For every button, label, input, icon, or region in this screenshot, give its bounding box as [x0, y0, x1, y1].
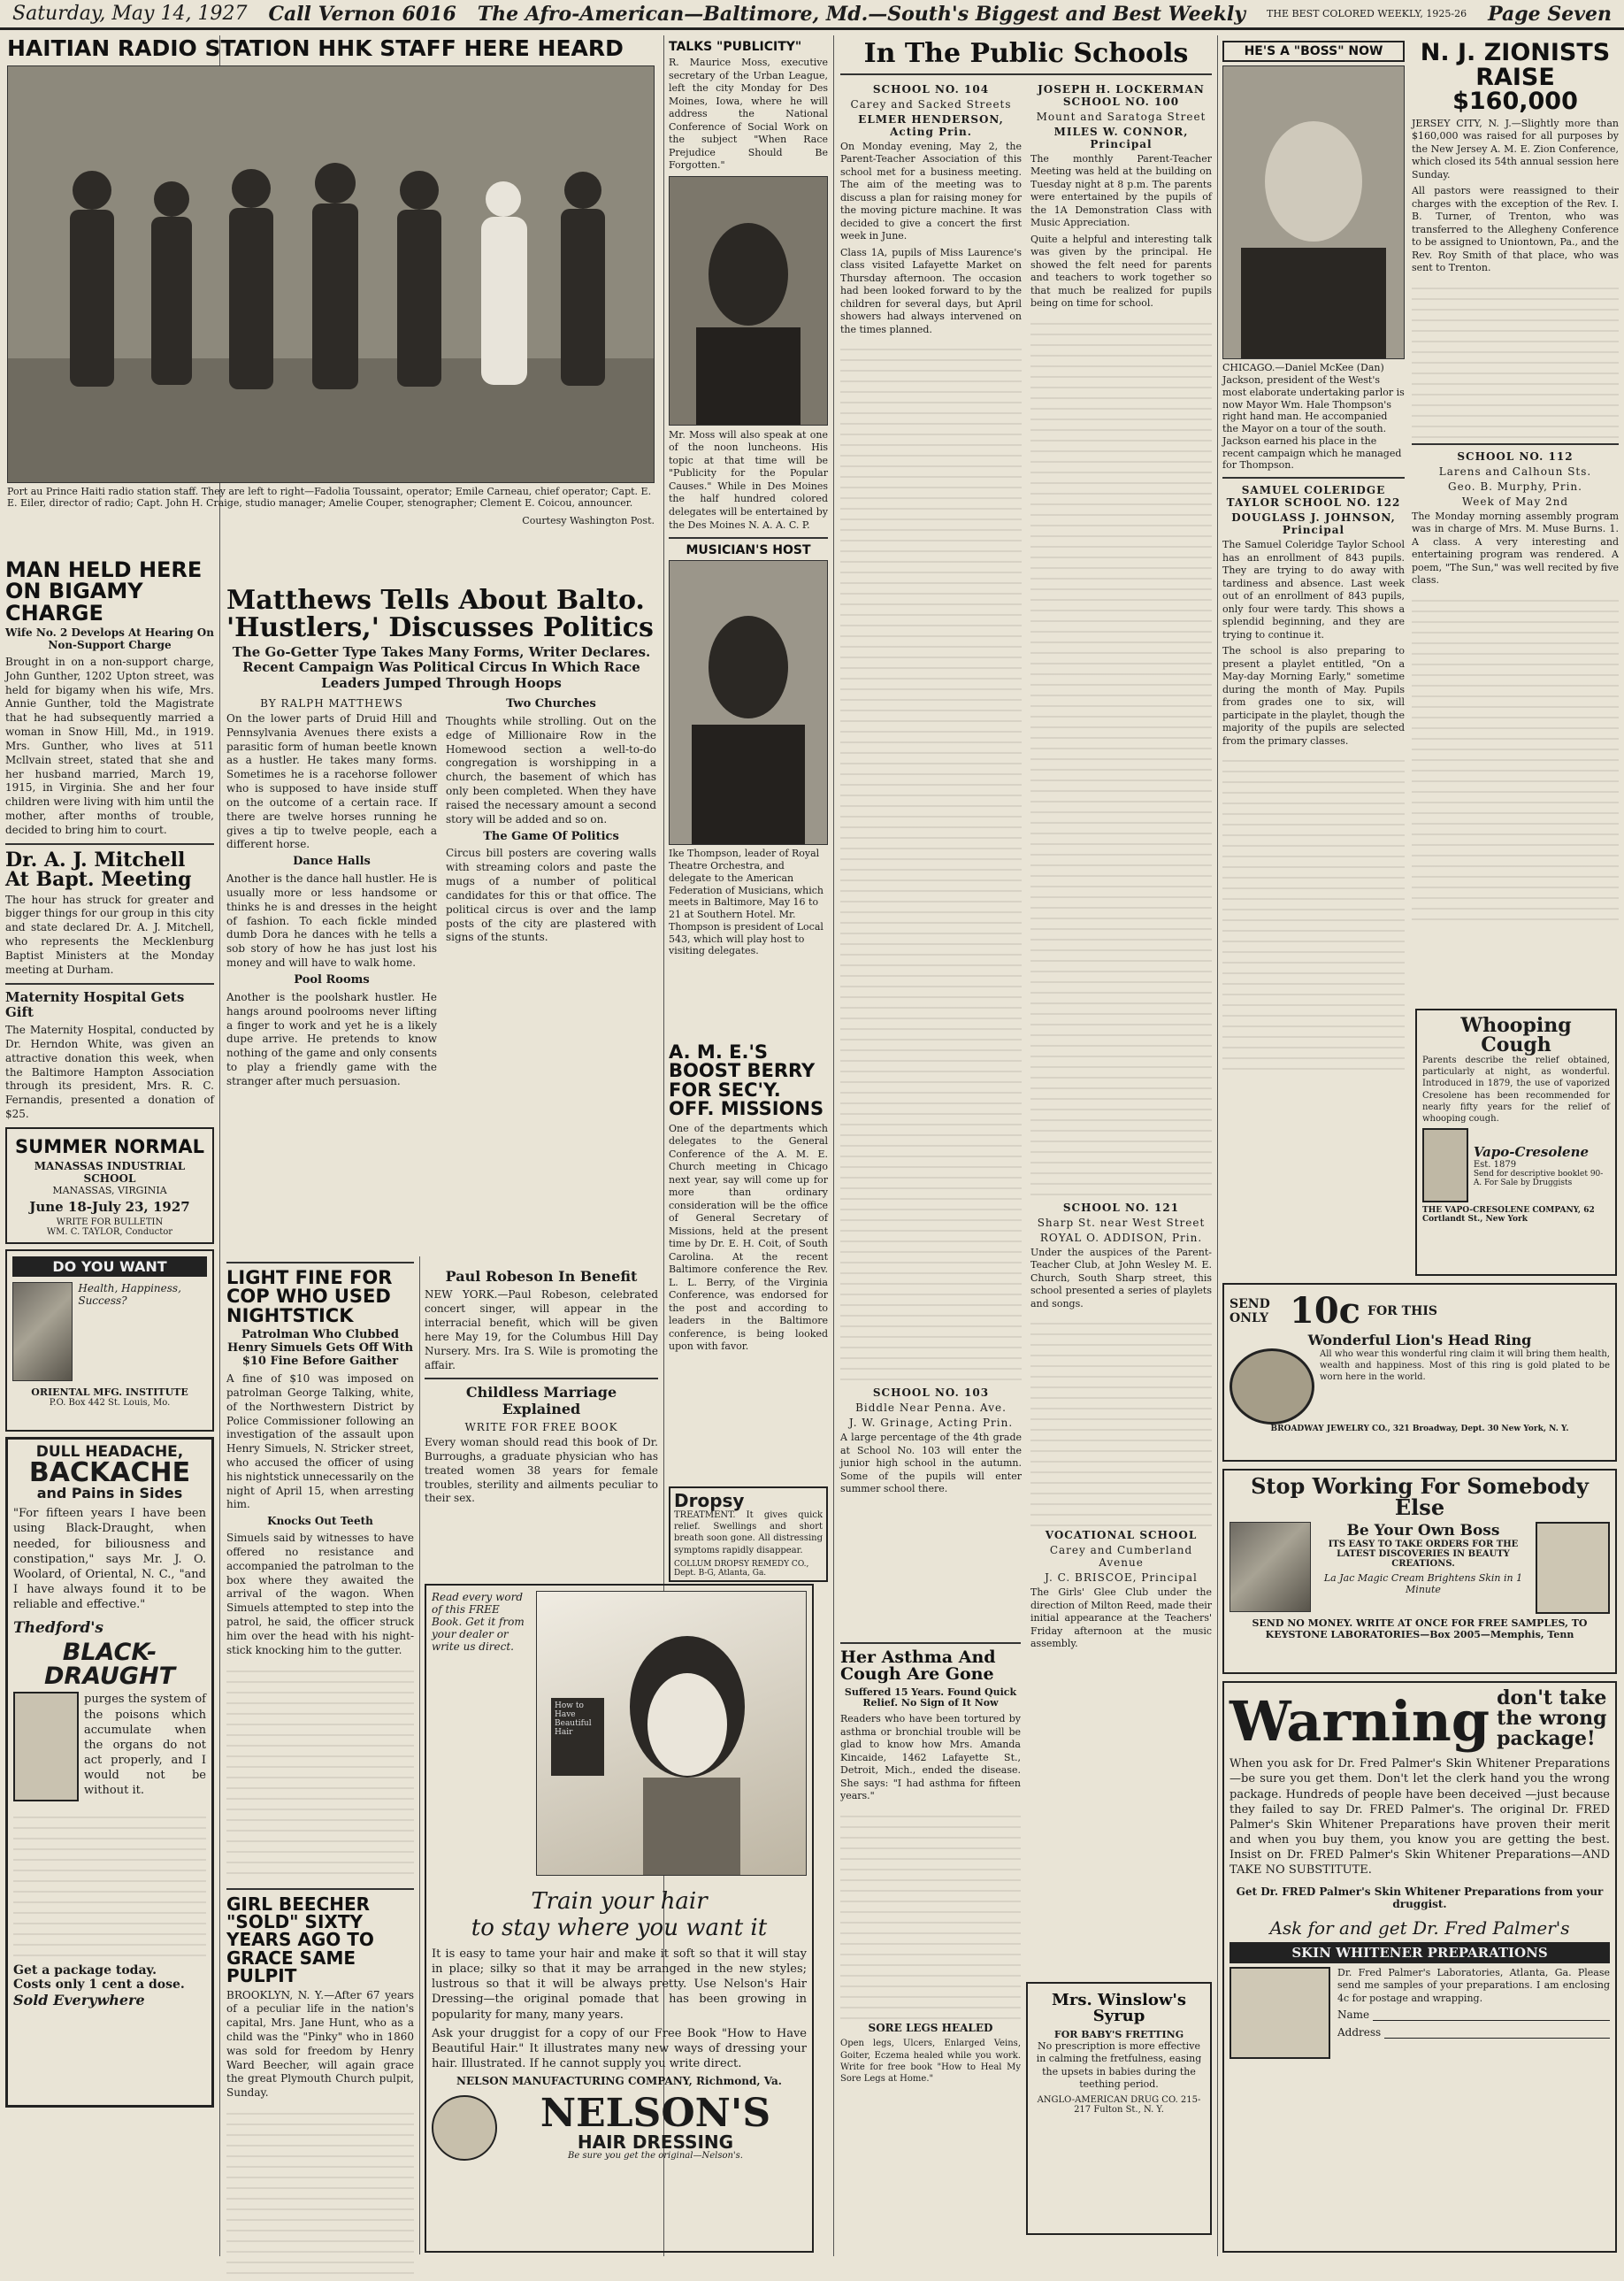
winslow-sub: FOR BABY'S FRETTING: [1053, 2028, 1184, 2040]
nelson-tagline1: Train your hair: [531, 1888, 708, 1915]
matthews-sub-churches: Two Churches: [506, 696, 596, 710]
whooping-company: THE VAPO-CRESOLENE COMPANY, 62 Cortlandt St., New York: [1422, 1206, 1595, 1225]
ame-text: One of the departments which delegates to the General Conference of the A. M. E. Church meeting in Chicago next year, say will come up for more than ordinary consideration will be the office of General Secretary of Missions, held at the present time by Dr. E. H. Coit, of South Carolina. At the recent Baltimore conference the Rev. L. L. Berry, of the Virginia Conference, was endorsed for the post and according to leaders in the Baltimore conference, is being looked upon with favor.: [669, 1122, 828, 1353]
matthews-text3: Another is the poolshark hustler. He hangs around poolrooms never lifting a finger to work and yet he is a likely dupe arrive. He pretends to know nothing of the game and only consents to play a friendly game with the stranger after much persuasion.: [226, 990, 437, 1087]
nelson-text: It is easy to tame your hair and make it soft so that it will stay in place; silky so that it may be arranged in the new styles; lustrous so that it will be always pretty. Use Nelson's Hair Dressing—the original pomade that has been growing in popularity for many, many years.: [432, 1947, 807, 2022]
story-continuation: [226, 1662, 414, 1883]
divider: [1412, 443, 1619, 445]
legs-headline: SORE LEGS HEALED: [868, 2021, 993, 2034]
dropsy-ad: [669, 1486, 828, 1584]
childless-write: WRITE FOR FREE BOOK: [464, 1421, 618, 1434]
coupon-name-label: Name: [1337, 2008, 1370, 2022]
lion-text: All who wear this wonderful ring claim it will bring them health, wealth and happiness. Most of this ring is gold plated to be worn here in the world.: [1320, 1349, 1610, 1383]
whooping-est: Est. 1879: [1473, 1159, 1517, 1170]
school-news-text: [1030, 314, 1212, 1199]
s103-place: Biddle Near Penna. Ave.: [855, 1402, 1007, 1415]
mitchell-headline: Dr. A. J. Mitchell At Bapt. Meeting: [5, 848, 192, 892]
school-news-text: [1030, 1314, 1212, 1526]
summer-contact: WM. C. TAYLOR, Conductor: [46, 1227, 173, 1238]
cop-text2: Simuels said by witnesses to have offered no resistance and accompanied the patrolman to the box where they awaited the arrival of the wagon. When Simuels attempted to step into the patrol, he said, the officer struck him over the head with his night-stick knocking him to the gutter.: [226, 1532, 414, 1656]
boss-caption: CHICAGO.—Daniel McKee (Dan) Jackson, president of the West's most elaborate undertaking parlor is now Mayor Wm. Hale Thompson's right hand man. He accompanied the Mayor on a tour of the south. Jackson earned his place in the recent campaign which he managed for Thompson.: [1222, 362, 1405, 472]
pomade-jar-icon: [432, 2095, 497, 2161]
s104-text2: Class 1A, pupils of Miss Laurence's class visited Lafayette Market on Thursday afternoon. The occasion had been looked forward to by the children for several days, but April showers had always intervened on the times planned.: [840, 246, 1022, 335]
masthead-date: Saturday, May 14, 1927: [12, 3, 248, 25]
lockerman-text2: Quite a helpful and interesting talk was given by the principal. He showed the felt need for parents and teachers to work together so that much be realized for pupils being on time for school.: [1030, 233, 1212, 310]
black-draught-ad: [5, 1437, 214, 2108]
dropsy-contact: COLLUM DROPSY REMEDY CO., Dept. B-G, Atlanta, Ga.: [674, 1559, 809, 1578]
summer-headline: SUMMER NORMAL: [15, 1135, 204, 1157]
dowant-institute: ORIENTAL MFG. INSTITUTE: [31, 1386, 188, 1399]
nelson-tagline2: to stay where you want it: [471, 1915, 768, 1941]
divider: [425, 1378, 658, 1379]
left-column: [5, 556, 214, 2254]
matthews-deck: The Go-Getter Type Takes Many Forms, Writer Declares. Recent Campaign Was Political Circus In Which Race Leaders Jumped Through Hoops: [232, 644, 651, 691]
whooping-headline: Whooping Cough: [1460, 1014, 1572, 1056]
woman-portrait-icon: [1229, 1522, 1311, 1612]
asthma-subhead: Suffered 15 Years. Found Quick Relief. No Sign of It Now: [844, 1686, 1017, 1709]
bd-get: Get a package today.: [13, 1962, 157, 1978]
stop-line3: SEND NO MONEY. WRITE AT ONCE FOR FREE SAMPLES, TO: [1252, 1617, 1588, 1629]
s104-place: Carey and Sacked Streets: [850, 97, 1012, 111]
bd-sold: Sold Everywhere: [13, 1991, 145, 2008]
winslow-headline: Mrs. Winslow's Syrup: [1051, 1991, 1186, 2026]
cop-sub-teeth: Knocks Out Teeth: [267, 1515, 373, 1528]
man-portrait-icon: [670, 177, 827, 425]
lion-ring-ad: [1222, 1283, 1617, 1460]
lion-price: 10c: [1290, 1290, 1361, 1332]
summer-normal-ad: [5, 1127, 214, 1244]
thedford-label: Thedford's: [13, 1619, 103, 1638]
publicity-column: [669, 37, 828, 1037]
hospital-text: The Maternity Hospital, conducted by Dr. Herndon White, was given an attractive donation this week, when the Baltimore Hampton Association through its president, Mrs. R. C. Fernandis, presented a donation of $25.: [5, 1024, 214, 1121]
matthews-story: [226, 584, 656, 1087]
haiti-story: [7, 35, 655, 549]
s112-text: The Monday morning assembly program was in charge of Mrs. M. Muse Burns. 1. A class. A very interesting and entertaining program was rendered. A poem, "The Sun," was well recited by five class.: [1412, 510, 1619, 587]
zionists-headline: N. J. ZIONISTS RAISE $160,000: [1420, 39, 1611, 116]
zionists-text: JERSEY CITY, N. J.—Slightly more than $160,000 was raised for all purposes by the New Jersey A. M. E. Zion Conference, which closed its 54th annual session here Sunday.: [1412, 117, 1619, 180]
legs-text: Open legs, Ulcers, Enlarged Veins, Goiter, Eczema healed while you work. Write for free book "How to Heal My Sore Legs at Home.": [840, 2039, 1021, 2084]
bd-costs: Costs only 1 cent a dose.: [13, 1977, 185, 1992]
zionists-column: [1412, 37, 1619, 1002]
story-continuation: [226, 2104, 414, 2281]
matthews-text4: Thoughts while strolling. Out on the edge of Millionaire Row in the Homewood section a well-to-do congregation is worshipping in a church, the basement of which has only been completed. When they have raised the necessary amount a second story will be added and so on.: [446, 714, 656, 826]
product-jar-icon: [1536, 1522, 1610, 1614]
do-you-want-ad: [5, 1249, 214, 1432]
masthead-page: Page Seven: [1488, 2, 1612, 26]
stop-headline: Stop Working For Somebody Else: [1251, 1473, 1589, 1520]
divider: [226, 1262, 414, 1263]
nelson-product: HAIR DRESSING: [577, 2131, 734, 2154]
warning-text: When you ask for Dr. Fred Palmer's Skin Whitener Preparations—be sure you get them. Don't let the clerk hand you the wrong package. Hundreds of people have been deceived —just because they failed to say Dr. FRED Palmer's. The original Dr. FRED Palmer's Skin Whitener Preparations have proven their merit and when you buy them, you know you are getting the best. Insist on Dr. FRED Palmer's Skin Whitener Preparations—AND TAKE NO SUBSTITUTE.: [1229, 1757, 1610, 1878]
bigamy-subhead: Wife No. 2 Develops At Hearing On Non-Support Charge: [5, 626, 214, 652]
cop-column: [226, 1256, 414, 2254]
s112-place: Larens and Calhoun Sts.: [1438, 465, 1592, 478]
host-caption: Ike Thompson, leader of Royal Theatre Orchestra, and delegate to the American Federation of Musicians, which meets in Baltimore, May 16 to 21 at Southern Hotel. Mr. Thompson is president of Local 543, which will play host to visiting delegates.: [669, 848, 823, 957]
conference-text: [1412, 279, 1619, 438]
bigamy-headline: MAN HELD HERE ON BIGAMY CHARGE: [5, 557, 203, 626]
winslow-contact: ANGLO-AMERICAN DRUG CO. 215-217 Fulton St., N. Y.: [1037, 2094, 1201, 2115]
lion-forthis: FOR THIS: [1367, 1303, 1437, 1318]
winslow-ad: [1026, 1982, 1212, 2247]
haiti-headline: HAITIAN RADIO STATION HHK STAFF HERE HEARD: [7, 35, 624, 61]
warning-coupon: Dr. Fred Palmer's Laboratories, Atlanta, Ga. Please send me samples of your preparations. I am enclosing 4c for postage and wrapping.: [1337, 1966, 1610, 2004]
jackson-portrait-photo: [1222, 65, 1405, 359]
nelson-ad: [425, 1584, 814, 2254]
backache-text: "For fifteen years I have been using Black-Draught, when needed, for biliousness and constipation," says Mr. J. O. Woolard, of Oriental, N. C., "and I have always found it to be reliable and effective.": [13, 1507, 206, 1612]
divider: [1222, 477, 1405, 479]
nelson-text2: Ask your druggist for a copy of our Free Book "How to Have Beautiful Hair." It illustrates many new ways of dressing your hair. Illustrated. If he cannot supply you write direct.: [432, 2026, 807, 2071]
s121-name: SCHOOL NO. 121: [1062, 1201, 1180, 1214]
mitchell-text: The hour has struck for greater and bigger things for our group in this city and state declared Dr. A. J. Mitchell, who represents the Mecklenburg Baptist Ministers at the Monday meeting at Durham.: [5, 893, 214, 976]
school-news-text: [1412, 591, 1619, 927]
masthead-phone: Call Vernon 6016: [268, 2, 456, 26]
cop-text: A fine of $10 was imposed on patrolman George Talking, white, of the Northwestern District by Police Commissioner following an investigation of the assault upon Henry Simuels, N. Stricker street, who accused the officer of using his nightstick unnecessarily on the night of April 15, when arresting him.: [226, 1372, 414, 1511]
nelson-book-title: How to Have Beautiful Hair: [551, 1698, 604, 1776]
bigamy-text: Brought in on a non-support charge, John Gunther, 1202 Upton street, was held for bigamy when his wife, Mrs. Annie Gunther, told the Magistrate that he had subsequently married a woman in Snow Hill, Md., in 1919. Mrs. Gunther, who lives at 511 Mcllvain street, stated that she and her husband married, March 19, 1915, in Virginia. She and her four children were living with him until the mother, after months of trouble, decided to bring him to court.: [5, 656, 214, 836]
matthews-text5: Circus bill posters are covering walls with streaming colors and paste the mugs of a number of political candidates for this or that office. The political circus is over and the lamp posts of the city are plastered with signs of the stunts.: [446, 847, 656, 944]
robeson-text: NEW YORK.—Paul Robeson, celebrated concert singer, will appear in the interracial benefit, which will be given here May 19, for the Columbus Hill Day Nursery. Mrs. Ira S. Wile is promoting the affair.: [425, 1288, 658, 1371]
man-portrait-icon: [1223, 66, 1404, 358]
summer-write: WRITE FOR BULLETIN: [56, 1217, 164, 1228]
whooping-text: Parents describe the relief obtained, particularly at night, as wonderful. Introduced in 1879, the use of vaporized Cresolene has been recommended for nearly fifty years for the relief of whooping cough.: [1422, 1056, 1610, 1124]
matthews-byline: BY RALPH MATTHEWS: [260, 696, 403, 710]
whooping-cough-ad: [1415, 1009, 1617, 1274]
woman-portrait-illustration: [536, 1591, 807, 1876]
cop-deck: Patrolman Who Clubbed Henry Simuels Gets Off With $10 Fine Before Gaither: [226, 1328, 414, 1369]
lockerman-head: MILES W. CONNOR, Principal: [1053, 125, 1189, 150]
divider: [669, 537, 828, 539]
vocational-name: VOCATIONAL SCHOOL: [1045, 1529, 1198, 1542]
masthead: [0, 0, 1624, 30]
dowant-line: Health, Happiness, Success?: [78, 1282, 181, 1308]
summer-school: MANASSAS INDUSTRIAL SCHOOL: [34, 1160, 186, 1186]
asthma-headline: Her Asthma And Cough Are Gone: [840, 1647, 996, 1685]
s104-text: On Monday evening, May 2, the Parent-Teacher Association of this school met for a business meeting. The aim of the meeting was to discuss a plan for raising money for the moving picture machine. It was decided to give a concert the first week in June.: [840, 140, 1022, 242]
s103-text: A large percentage of the 4th grade at School No. 103 will enter the junior high school in the autumn. Some of the pupils will enter summer school there.: [840, 1432, 1022, 1495]
publicity-headline: TALKS "PUBLICITY": [669, 40, 802, 54]
lion-title: Wonderful Lion's Head Ring: [1307, 1332, 1532, 1348]
dropsy-headline: Dropsy: [674, 1490, 745, 1511]
divider: [226, 1888, 414, 1890]
matthews-sub-politics: The Game Of Politics: [483, 829, 619, 843]
coupon-name-line: [1373, 2009, 1610, 2021]
school-news-text: [1222, 751, 1405, 1070]
publicity-text: R. Maurice Moss, executive secretary of the Urban League, left the city Monday for Des Moines, Iowa, where he will address the National Conference of Social Work on the subject "When Race Prejudice Should Be Forgotten.": [669, 57, 828, 172]
medicine-box-icon: [13, 1692, 79, 1801]
product-box-icon: [1229, 1967, 1330, 2059]
haiti-credit: Courtesy Washington Post.: [522, 515, 655, 526]
lockerman-text: The monthly Parent-Teacher Meeting was held at the building on Tuesday night at 8 p.m. The parents were entertained by the pupils of the 1A Demonstration Class with Music Appreciation.: [1030, 152, 1212, 229]
schools-headline: In The Public Schools: [863, 38, 1189, 69]
summer-dates: June 18-July 23, 1927: [29, 1199, 190, 1216]
stop-line2: La Jac Magic Cream Brightens Skin in 1 Minute: [1323, 1572, 1523, 1595]
masthead-tag: THE BEST COLORED WEEKLY, 1925-26: [1267, 8, 1467, 19]
s103-head: J. W. Grinage, Acting Prin.: [848, 1417, 1014, 1430]
beecher-text: BROOKLYN, N. Y.—After 67 years of a peculiar life in the nation's capital, Mrs. Jane Hunt, who as a child was the "Pinky" who in 1860 was sold for freedom by Henry Ward Beecher, will again grace the great Plymouth Church pulpit, Sunday.: [226, 1988, 414, 2100]
stop-line1: ITS EASY TO TAKE ORDERS FOR THE LATEST DISCOVERIES IN BEAUTY CREATIONS.: [1328, 1540, 1519, 1569]
vaporizer-icon: [1422, 1128, 1468, 1202]
zionists-text2: All pastors were reassigned to their charges with the exception of the Rev. I. B. Turner, of Trenton, who was transferred to the Allegheny Conference to be assigned to Uniontown, Pa., and the Rev. Roy Smith of that place, who was sent to Trenton.: [1412, 185, 1619, 274]
lion-ring-icon: [1229, 1348, 1314, 1425]
column-rule: [1217, 35, 1218, 2256]
matthews-text2: Another is the dance hall hustler. He is usually more or less handsome or thinks he is and dresses in the height of fashion. To each fickle minded dumb Dora he dances with he tells a sob story of how he has just lost his money and will have to walk home.: [226, 872, 437, 970]
matthews-sub-dance: Dance Halls: [293, 855, 371, 869]
haiti-caption: Port au Prince Haiti radio station staff. They are left to right—Fadolia Toussaint, operator; Emile Carneau, chief operator; Capt. E. E. Eiler, director of radio; Capt. John H. Craige, studio manager; Amelie Couper, stenographer; Clement E. Coicou, announcer.: [7, 485, 652, 510]
warning-get: Get Dr. FRED Palmer's Skin Whitener Preparations from your druggist.: [1236, 1885, 1604, 1910]
divider: [840, 73, 1212, 75]
school-news-text: [840, 340, 1022, 1384]
matthews-headline: Matthews Tells About Balto. 'Hustlers,' Discusses Politics: [226, 585, 654, 643]
summer-place: MANASSAS, VIRGINIA: [52, 1185, 167, 1197]
man-portrait-icon: [12, 1282, 73, 1381]
whooping-brand: Vapo-Cresolene: [1473, 1143, 1590, 1160]
stop-sub: Be Your Own Boss: [1346, 1522, 1500, 1540]
dowant-headline: DO YOU WANT: [12, 1256, 207, 1277]
whooping-send: Send for descriptive booklet 90-A. For Sale by Druggists: [1473, 1169, 1604, 1187]
s121-place: Sharp St. near West Street: [1037, 1216, 1206, 1229]
stop-working-ad: [1222, 1469, 1617, 1672]
s104-name: SCHOOL NO. 104: [872, 82, 990, 96]
warning-ask: Ask for and get Dr. Fred Palmer's: [1269, 1916, 1570, 1939]
vocational-head: J. C. BRISCOE, Principal: [1045, 1571, 1198, 1585]
warning-ad: [1222, 1681, 1617, 2254]
nelson-read-every: Read every word of this FREE Book. Get it from your dealer or write us direct.: [432, 1591, 525, 1653]
vocational-text: The Girls' Glee Club under the direction of Milton Reed, made their initial appearance at the Teachers' Friday afternoon at the music assembly.: [1030, 1586, 1212, 1650]
lion-send: SEND ONLY: [1229, 1296, 1270, 1325]
coleridge-text2: The school is also preparing to present a playlet entitled, "On a May-day Morning Early," sometime during the month of May. Pupils from grades one to six, will participate in the playlet, though the majority of the pupils are selected from the primary classes.: [1222, 645, 1405, 747]
schools-right-subcolumn: [1030, 81, 1212, 1655]
matthews-text1: On the lower parts of Druid Hill and Pennsylvania Avenues there exists a parasitic form of human beetle known as a hustler. He takes many forms. Sometimes he is a racehorse follower who is supposed to have inside stuff on the outcome of a certain race. If there are twelve horses running he gives a tip to twelve people, each a different horse.: [226, 711, 437, 851]
backache-line1: DULL HEADACHE,: [35, 1443, 184, 1462]
robeson-headline: Paul Robeson In Benefit: [445, 1268, 638, 1285]
childless-headline: Childless Marriage Explained: [465, 1384, 617, 1417]
asthma-column: [840, 1637, 1021, 2256]
lion-company: BROADWAY JEWELRY CO., 321 Broadway, Dept. 30 New York, N. Y.: [1270, 1425, 1569, 1433]
childless-text: Every woman should read this book of Dr. Burroughs, a graduate physician who has treated women 38 years for female troubles, sterility and ailments peculiar to their sex.: [425, 1436, 658, 1505]
divider: [5, 983, 214, 985]
hospital-headline: Maternity Hospital Gets Gift: [5, 988, 185, 1020]
boss-headline: HE'S A "BOSS" NOW: [1222, 41, 1405, 62]
vocational-place: Carey and Cumberland Avenue: [1049, 1544, 1193, 1570]
people-silhouettes-icon: [8, 66, 654, 482]
publicity-text2: Mr. Moss will also speak at one of the noon luncheons. His topic at that time will be "Publicity for the Popular Causes." While in Des Moines the half hundred colored delegates will be entertained by the Des Moines N. A. A. C. P.: [669, 428, 828, 531]
masthead-title: The Afro-American—Baltimore, Md.—South's Biggest and Best Weekly: [477, 2, 1246, 26]
warning-headline: Warning: [1229, 1689, 1490, 1755]
schools-left-subcolumn: [840, 81, 1022, 1655]
lockerman-place: Mount and Saratoga Street: [1036, 110, 1207, 123]
ame-story: [669, 1040, 828, 1482]
s121-text: Under the auspices of the Parent-Teacher Club, at John Wesley M. E. Church, South Sharp street, this school presented a series of playlets and songs.: [1030, 1246, 1212, 1309]
coupon-address-line: [1384, 2027, 1610, 2039]
robeson-column: [425, 1265, 658, 1513]
ame-headline: A. M. E.'S BOOST BERRY FOR SEC'Y. OFF. MISSIONS: [669, 1041, 824, 1120]
s112-name: SCHOOL NO. 112: [1457, 449, 1574, 463]
haiti-staff-photo: [7, 65, 655, 483]
coleridge-text: The Samuel Coleridge Taylor School has an enrollment of 843 pupils. They are trying to do away with tardiness and absence. Last week out of an enrollment of 843 pupils, only four were tardy. This shows a splendid beginning, and they are trying to continue it.: [1222, 539, 1405, 641]
moss-portrait-photo: [669, 176, 828, 426]
beecher-headline: GIRL BEECHER "SOLD" SIXTY YEARS AGO TO GRACE SAME PULPIT: [226, 1893, 374, 1987]
coleridge-name: SAMUEL COLERIDGE TAYLOR SCHOOL NO. 122: [1226, 484, 1401, 510]
thompson-portrait-photo: [669, 560, 828, 845]
backache-line2: BACKACHE: [28, 1457, 191, 1489]
column-rule: [419, 1256, 420, 2254]
asthma-text: Readers who have been tortured by asthma or bronchial trouble will be glad to know how Mrs. Amanda Kincaide, 1462 Lafayette St., Detroit, Mich., ended the disease. She says: "I had asthma for fifteen years.": [840, 1713, 1021, 1802]
s112-week: Week of May 2nd: [1461, 495, 1569, 508]
nelson-brand: NELSON'S: [540, 2091, 771, 2137]
backache-line3: and Pains in Sides: [36, 1485, 183, 1502]
s104-head: ELMER HENDERSON, Acting Prin.: [858, 112, 1004, 138]
divider: [840, 1642, 1021, 1644]
column-rule: [833, 35, 834, 2256]
s103-name: SCHOOL NO. 103: [872, 1386, 990, 1400]
divider: [5, 843, 214, 845]
black-draught-brand: BLACK-DRAUGHT: [44, 1639, 175, 1691]
coleridge-head: DOUGLASS J. JOHNSON, Principal: [1231, 511, 1396, 537]
warning-headline2: don't take the wrong package!: [1497, 1686, 1607, 1751]
s112-head: Geo. B. Murphy, Prin.: [1448, 480, 1582, 493]
host-headline: MUSICIAN'S HOST: [686, 543, 811, 558]
bd-text: purges the system of the poisons which accumulate when the organs do not act properly, and I would not be without it.: [84, 1693, 206, 1798]
man-portrait-icon: [670, 561, 827, 844]
stop-company: KEYSTONE LABORATORIES—Box 2005—Memphis, Tenn: [1265, 1629, 1574, 1640]
coupon-address-label: Address: [1337, 2026, 1382, 2039]
lockerman-name: JOSEPH H. LOCKERMAN SCHOOL NO. 100: [1038, 82, 1205, 108]
matthews-sub-pool: Pool Rooms: [294, 972, 370, 987]
nelson-note: Be sure you get the original—Nelson's.: [568, 2151, 743, 2162]
winslow-text: No prescription is more effective in calming the fretfulness, easing the upsets in babies during the teething period.: [1036, 2039, 1202, 2091]
cop-headline: LIGHT FINE FOR COP WHO USED NIGHTSTICK: [226, 1267, 393, 1326]
dowant-address: P.O. Box 442 St. Louis, Mo.: [49, 1398, 171, 1409]
warning-product: SKIN WHITENER PREPARATIONS: [1229, 1942, 1610, 1963]
dropsy-text: TREATMENT. It gives quick relief. Swellings and short breath soon gone. All distressing symptoms rapidly disappear.: [674, 1510, 823, 1555]
ad-body-text: [13, 1808, 206, 1958]
ad-body-text: [840, 1807, 1021, 2019]
nelson-company: NELSON MANUFACTURING COMPANY, Richmond, Va.: [456, 2075, 782, 2088]
boss-column: [1222, 37, 1405, 1028]
s121-head: ROYAL O. ADDISON, Prin.: [1039, 1231, 1203, 1244]
